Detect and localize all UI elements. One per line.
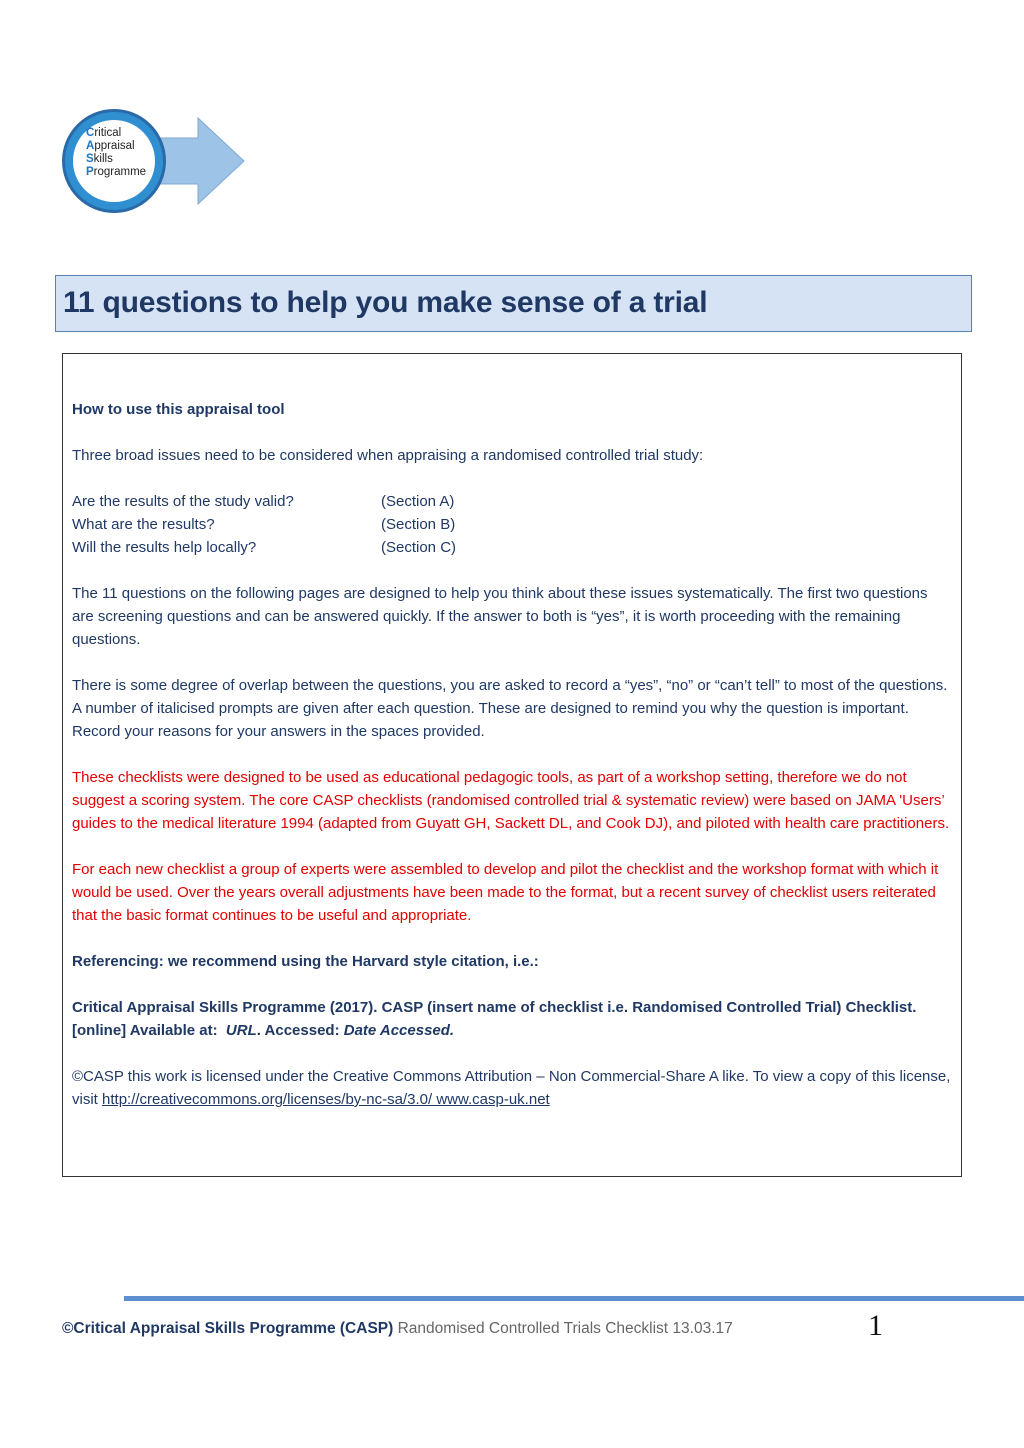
section-list <box>72 490 952 559</box>
section-label: (Section A) <box>381 493 455 510</box>
logo-line: Appraisal <box>86 140 135 152</box>
license-statement: ©CASP this work is licensed under the Creative Commons Attribution – Non Commercial-Share A like. To view a copy of this license, visit <box>72 1068 951 1108</box>
title-band <box>55 275 972 332</box>
section-heading: How to use this appraisal tool <box>72 401 285 418</box>
footer <box>62 1319 962 1339</box>
footer-divider <box>124 1296 1024 1301</box>
page-number: 1 <box>868 1309 883 1342</box>
section-label: (Section C) <box>381 539 457 556</box>
footer-description: Randomised Controlled Trials Checklist 13.03.17 <box>397 1320 733 1337</box>
section-label: (Section B) <box>381 516 456 533</box>
paragraph-experts: For each new checklist a group of experts were assembled to develop and pilot the checklist and the workshop format with which it would be used. Over the years overall adjustments have been made to the format, but a recent survey of checklist users reiterated that the basic format continues to be useful and appropriate. <box>72 861 939 924</box>
paragraph-overlap: There is some degree of overlap between the questions, you are asked to record a “yes”, “no” or “can’t tell” to most of the questions. A number of italicised prompts are given after each question. These are designed to remind you why the question is important. Record your reasons for your answers in the spaces provided. <box>72 677 948 740</box>
logo-line: Critical <box>86 127 122 139</box>
section-row <box>72 490 952 513</box>
logo-wordmark <box>86 127 146 179</box>
citation-url: URL <box>225 1022 257 1039</box>
logo-line: Programme <box>86 166 147 178</box>
referencing-heading: Referencing: we recommend using the Harvard style citation, i.e.: <box>72 953 539 970</box>
instructions-content <box>72 398 952 1111</box>
citation-main: Critical Appraisal Skills Programme (2017). CASP (insert name of checklist i.e. Randomised Controlled Trial) Checklist. [online] Available at: <box>72 999 917 1039</box>
citation-accessed: . Accessed: <box>256 1022 340 1039</box>
citation-date: Date Accessed. <box>343 1022 455 1039</box>
intro-text: Three broad issues need to be considered when appraising a randomised controlled trial study: <box>72 447 704 464</box>
page-title: 11 questions to help you make sense of a trial <box>63 286 708 319</box>
instructions-box <box>62 353 962 1177</box>
section-question: What are the results? <box>72 516 215 533</box>
footer-organization: ©Critical Appraisal Skills Programme (CASP) <box>62 1320 394 1337</box>
casp-logo <box>60 106 246 216</box>
section-question: Will the results help locally? <box>72 539 257 556</box>
paragraph-screening: The 11 questions on the following pages are designed to help you think about these issues systematically. The first two questions are screening questions and can be answered quickly. If the answer to both is “yes”, it is worth proceeding with the remaining questions. <box>72 585 928 648</box>
section-row <box>72 513 952 536</box>
paragraph-pedagogic-tools: These checklists were designed to be used as educational pedagogic tools, as part of a workshop setting, therefore we do not suggest a scoring system. The core CASP checklists (randomised controlled trial & systematic review) were based on JAMA 'Users’ guides to the medical literature 1994 (adapted from Guyatt GH, Sackett DL, and Cook DJ), and piloted with health care practitioners. <box>72 769 950 832</box>
citation <box>72 996 952 1042</box>
logo-line: Skills <box>86 153 113 165</box>
section-question: Are the results of the study valid? <box>72 493 294 510</box>
section-row <box>72 536 952 559</box>
license-link[interactable]: http://creativecommons.org/licenses/by-nc-sa/3.0/ www.casp-uk.net <box>102 1091 550 1108</box>
license-text <box>72 1065 952 1111</box>
